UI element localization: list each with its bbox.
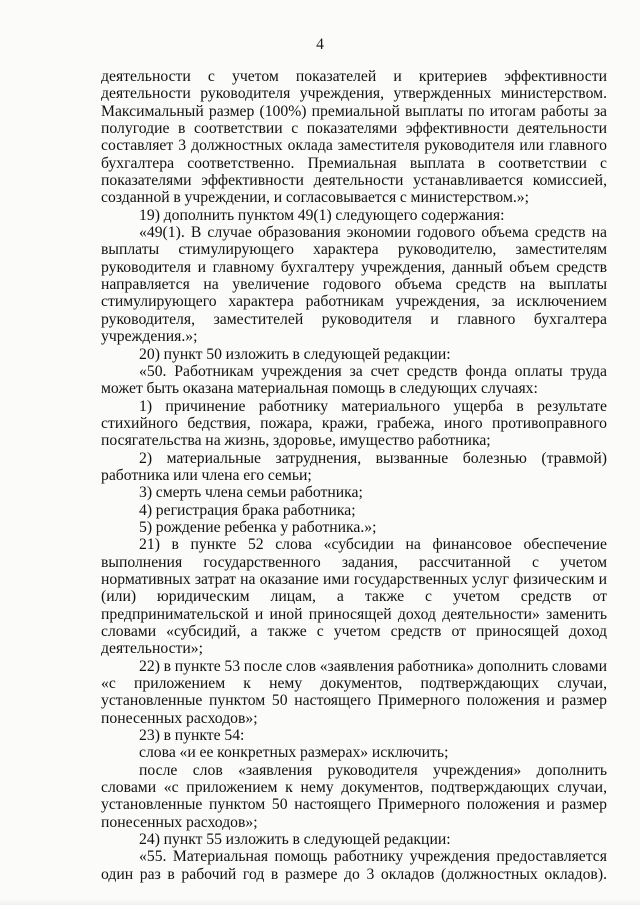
- paragraph-item-23-after: после слов «заявления руководителя учреждения» дополнить словами «с приложением к нему документов, подтверждающих случаи, установленные пунктом 50 настоящего Примерного положения и размер понесенных расходов»;: [101, 761, 607, 831]
- paragraph-clause-50: «50. Работникам учреждения за счет средств фонда оплаты труда может быть оказана материальная помощь в следующих случаях:: [101, 362, 607, 398]
- paragraph-subitem-4: 4) регистрация брака работника;: [139, 501, 356, 519]
- paragraph-item-19: 19) дополнить пунктом 49(1) следующего содержания:: [139, 206, 505, 224]
- page-number: 4: [316, 36, 324, 53]
- paragraph-continuation: деятельности с учетом показателей и критериев эффективности деятельности руководителя учреждения, утвержденных министерством. Максимальный размер (100%) премиальной выплаты по итогам работы за полугодие в соответствии с показателями эффективности деятельности составляет 3 должностных оклада заместителя руководителя или главного бухгалтера соответственно. Премиальная выплата в соответствии с показателями эффективности деятельности устанавливается комиссией, созданной в учреждении, и согласовывается с министерством.»;: [101, 68, 607, 207]
- paragraph-clause-49-1: «49(1). В случае образования экономии годового объема средств на выплаты стимулирующего характера руководителю, заместителям руководителя и главному бухгалтеру учреждения, данный объем средств направляется на увеличение годового объема средств на выплаты стимулирующего характера работникам учреждения, за исключением руководителя, заместителей руководителя и главного бухгалтера учреждения.»;: [101, 224, 607, 346]
- paragraph-item-20: 20) пункт 50 изложить в следующей редакции:: [139, 345, 451, 363]
- paragraph-item-23: 23) в пункте 54:: [139, 727, 245, 745]
- scan-edge: [0, 899, 640, 905]
- document-body: [101, 68, 607, 883]
- paragraph-item-22: 22) в пункте 53 после слов «заявления работника» дополнить словами «с приложением к нему документов, подтверждающих случаи, установленные пунктом 50 настоящего Примерного положения и размер понесенных расходов»;: [101, 657, 607, 727]
- paragraph-subitem-3: 3) смерть члена семьи работника;: [139, 484, 363, 502]
- paragraph-item-23-words: слова «и ее конкретных размерах» исключить;: [139, 744, 449, 762]
- paragraph-item-24: 24) пункт 55 изложить в следующей редакции:: [139, 831, 451, 849]
- paragraph-clause-55: «55. Материальная помощь работнику учреждения предоставляется один раз в рабочий год в размере до 3 окладов (должностных окладов).: [101, 848, 607, 883]
- paragraph-subitem-5: 5) рождение ребенка у работника.»;: [139, 518, 377, 536]
- paragraph-subitem-2: 2) материальные затруднения, вызванные болезнью (травмой) работника или члена его семьи;: [101, 449, 607, 484]
- paragraph-subitem-1: 1) причинение работнику материального ущерба в результате стихийного бедствия, пожара, кражи, грабежа, иного противоправного посягательства на жизнь, здоровье, имущество работника;: [101, 397, 607, 450]
- paragraph-item-21: 21) в пункте 52 слова «субсидии на финансовое обеспечение выполнения государственного задания, рассчитанной с учетом нормативных затрат на оказание ими государственных услуг физическим и (или) юридическим лицам, а также с учетом средств от предпринимательской и иной приносящей доход деятельности» заменить словами «субсидий, а также с учетом средств от приносящей доход деятельности»;: [101, 536, 607, 658]
